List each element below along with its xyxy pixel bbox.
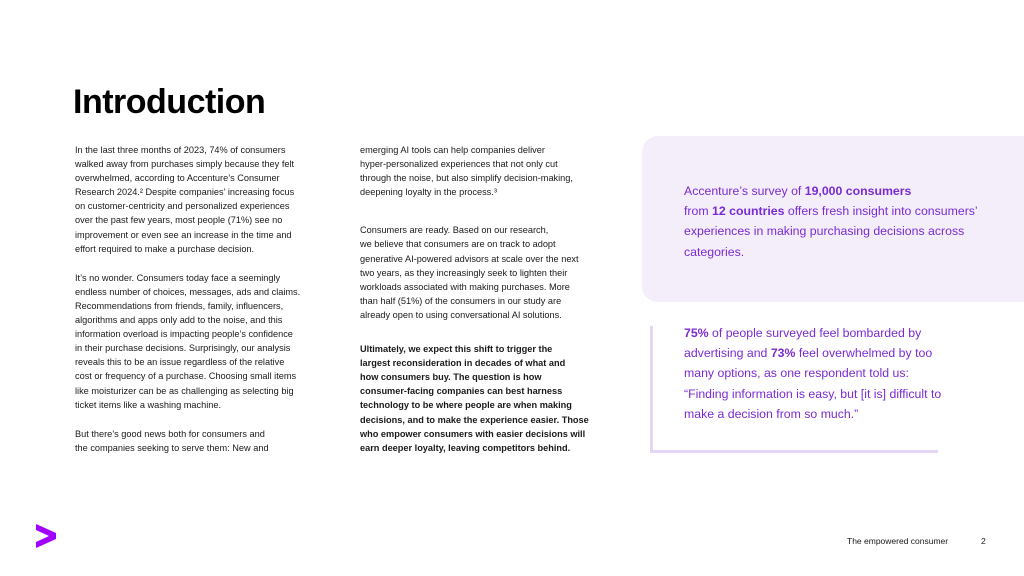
quote-segment: of people surveyed feel bombarded by advertising and	[684, 326, 922, 361]
footer-title: The empowered consumer	[847, 536, 949, 546]
paragraph: emerging AI tools can help companies deliver hyper-personalized experiences that not only cut through the noise, but also simplify decision-making, deepening loyalty in the process.³	[360, 145, 573, 198]
page-title: Introduction	[73, 83, 266, 121]
callout-stat-countries: 12 countries	[712, 204, 785, 219]
text-column-1	[75, 143, 325, 470]
paragraph: But there’s good news both for consumers and the companies seeking to serve them: New and	[75, 428, 269, 453]
callout-stat-consumers: 19,000 consumers	[804, 184, 912, 198]
callout-text: from	[684, 204, 713, 219]
paragraph: It’s no wonder. Consumers today face a seemingly endless number of choices, messages, ads and claims. Recommendations from friends, family, influencers, algorithms and apps only add to the noise, and this information overload is impacting people’s confidence in their purchase decisions. Surprisingly, our analysis reveals this to be an issue regardless of the relative cost or frequency of a purchase. Choosing small items like moisturizer can be as challenging as selecting big ticket items like a washing machine.	[75, 272, 301, 410]
paragraph: In the last three months of 2023, 74% of consumers walked away from purchases simply because they felt overwhelmed, according to Accenture’s Consumer Research 2024.² Despite companies’ increasing focus on customer-centricity and personalized experiences over the past few years, most people (71%) see no improvement or even see an increase in the time and effort required to make a purchase decision.	[75, 145, 295, 254]
page-number: 2	[981, 536, 986, 546]
quote-stat-bombarded: 75%	[684, 326, 709, 340]
quote-stat-overwhelmed: 73%	[770, 346, 796, 361]
callout-text: offers fresh insight into consumers’ experiences in making purchasing decisions across categories.	[684, 204, 978, 259]
highlight-paragraph: Ultimately, we expect this shift to trigger the largest reconsideration in decades of what and how consumers buy. The question is how consumer-facing companies can best harness technology to be where people are when making decisions, and to make the experience easier. Those who empower consumers with easier decisions will earn deeper loyalty, leaving competitors behind.	[360, 344, 589, 453]
quote-text	[684, 323, 944, 424]
callout-text: Accenture’s survey of	[684, 184, 805, 198]
accenture-logo-icon	[36, 524, 58, 548]
quote-segment: feel overwhelmed by too many options, as one respondent told us: “Finding information is easy, but [it is] difficult to make a decision from so much.”	[684, 346, 942, 421]
text-column-2	[360, 143, 610, 470]
survey-callout-text	[684, 181, 984, 262]
paragraph: Consumers are ready. Based on our research, we believe that consumers are on track to adopt generative AI-powered advisors at scale over the next two years, as they increasingly seek to lighten their workloads associated with making purchases. More than half (51%) of the consumers in our study are already open to using conversational AI solutions.	[360, 225, 579, 320]
